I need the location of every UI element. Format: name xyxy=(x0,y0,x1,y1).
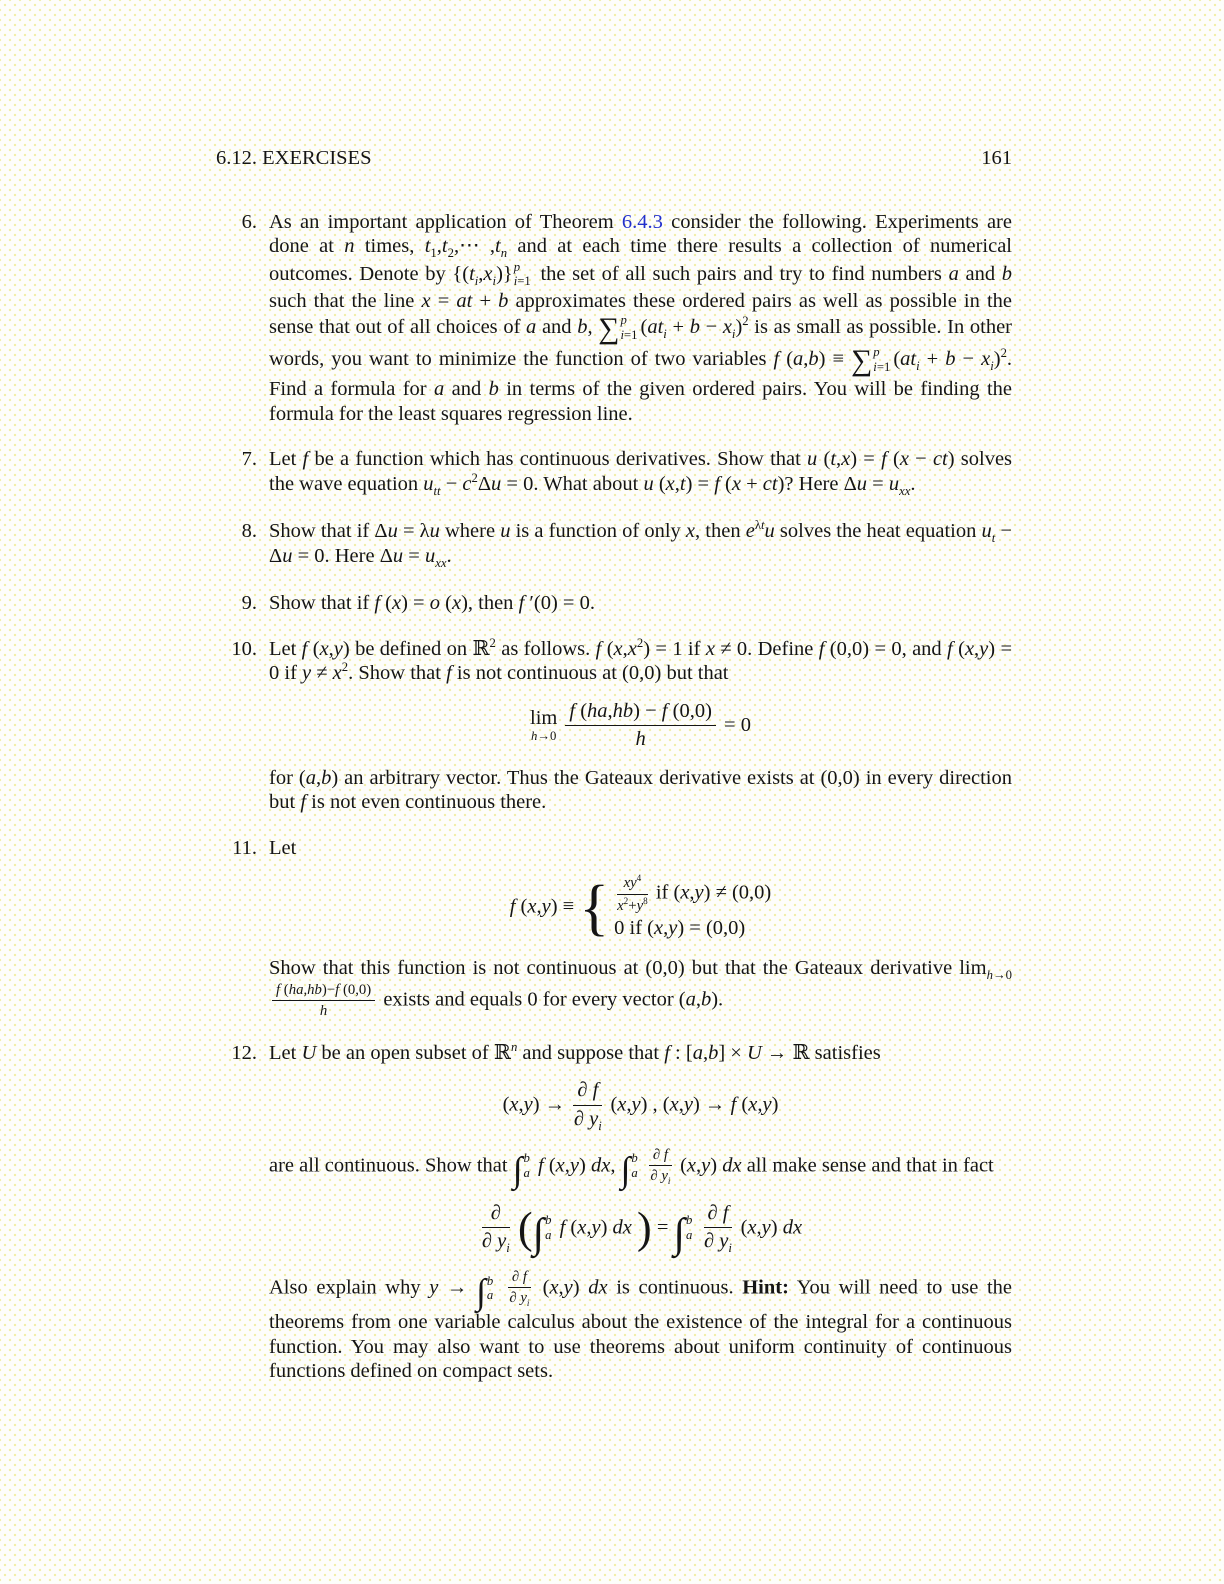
math-fragment: ∂ f xyxy=(704,1202,733,1229)
math-fragment: ) xyxy=(637,1203,652,1253)
math-fragment: f xyxy=(522,1269,527,1286)
math-fragment: i xyxy=(663,327,667,342)
math-fragment: h→0 xyxy=(530,729,557,744)
exercise-paragraph: Show that this function is not continuous at (0,0) but that the Gateaux derivative $\lim_{h\to 0}$ $\frac{f (ha,hb)-f (0,0)}{h}$ exists and equals 0 for every vector (a,b). xyxy=(269,957,1012,1020)
math-fragment: t xyxy=(441,235,448,257)
exercise-item-6 xyxy=(216,210,1012,427)
math-fragment: b xyxy=(321,766,332,789)
math-fragment: x xyxy=(731,472,741,495)
math-fragment: x xyxy=(617,897,624,914)
math-fragment: 8 xyxy=(643,895,648,906)
math-fragment: a xyxy=(793,348,804,371)
math-fragment: ∑ xyxy=(851,345,873,378)
math-fragment: u xyxy=(643,472,654,495)
math-fragment: x xyxy=(680,881,690,904)
math-fragment: x xyxy=(685,519,696,542)
math-fragment: f xyxy=(335,982,340,999)
math-fragment: 2 xyxy=(1000,346,1007,361)
math-fragment: ∂ f xyxy=(508,1269,531,1288)
exercise-number: 6. xyxy=(241,210,257,233)
math-fragment: $u_{xx}$ xyxy=(424,545,447,571)
math-fragment: ∫ xyxy=(673,1210,686,1257)
math-fragment: 2 xyxy=(636,635,644,650)
math-fragment: ∑ xyxy=(598,313,620,346)
exercise-content xyxy=(269,1041,1012,1384)
math-fragment: f xyxy=(509,896,516,919)
math-fragment: t xyxy=(424,235,431,257)
math-fragment: n xyxy=(500,246,508,261)
math-fragment: xy xyxy=(623,875,637,892)
math-fragment: ct xyxy=(932,448,948,471)
display-equation: f (x,y) ≡ { $\frac{xy^4}{x^2+y^8}$ if (x,y) ≠ (0,0) 0 if (x,y) = (0,0) xyxy=(509,873,772,943)
math-fragment: a xyxy=(685,988,696,1011)
page-header xyxy=(216,146,1012,171)
math-fragment: b xyxy=(577,316,588,339)
math-fragment: y xyxy=(333,637,343,660)
math-fragment xyxy=(620,313,637,328)
math-fragment: y xyxy=(591,1216,601,1239)
math-fragment: f xyxy=(300,791,307,814)
section-title: 6.12. EXERCISES xyxy=(216,147,372,169)
math-fragment xyxy=(508,1269,531,1308)
math-fragment: hb xyxy=(612,699,634,722)
math-fragment: h→0 xyxy=(986,968,1012,983)
math-fragment: $at_i$ xyxy=(900,348,920,374)
math-fragment: b xyxy=(523,1151,530,1165)
math-fragment: h xyxy=(986,968,993,983)
math-fragment xyxy=(686,1228,692,1243)
math-fragment: o xyxy=(429,592,440,615)
math-fragment: x xyxy=(748,1093,758,1116)
math-fragment: y xyxy=(636,897,644,914)
math-fragment: b xyxy=(945,348,956,371)
math-fragment: u xyxy=(429,519,440,542)
exercise-content xyxy=(269,519,1012,571)
math-fragment: y xyxy=(569,1153,579,1176)
math-fragment xyxy=(631,1151,637,1180)
math-fragment: $x_i$ xyxy=(722,316,736,342)
math-fragment: xx xyxy=(899,483,911,498)
math-fragment: f xyxy=(559,1216,566,1239)
math-fragment: f xyxy=(722,1201,729,1224)
math-fragment xyxy=(487,1274,493,1303)
math-fragment xyxy=(545,1213,551,1228)
math-fragment: y xyxy=(429,1276,439,1299)
math-fragment: a xyxy=(545,1227,552,1242)
math-fragment: $u_{tt}$ xyxy=(423,472,441,498)
math-fragment: x xyxy=(899,448,909,471)
math-fragment: f xyxy=(595,637,602,660)
math-fragment: i xyxy=(990,359,994,374)
math-fragment: e xyxy=(745,519,755,542)
math-fragment: b xyxy=(708,1041,719,1064)
exercise-content xyxy=(269,591,1012,616)
math-fragment: y xyxy=(762,1093,772,1116)
math-fragment xyxy=(524,1151,530,1166)
math-fragment: ∂ $y_i$ xyxy=(573,1107,602,1133)
math-fragment: x xyxy=(509,1093,519,1116)
math-fragment: lim xyxy=(530,706,558,729)
math-fragment: 2 xyxy=(489,635,496,650)
math-fragment: y xyxy=(523,1093,533,1116)
math-fragment: x xyxy=(451,592,462,615)
math-fragment: $y_i$ xyxy=(719,1230,732,1256)
math-fragment: ∂ $y_i$ xyxy=(650,1167,671,1186)
math-fragment: u xyxy=(282,545,293,568)
display-equation: (x,y) → $\frac{\partial f}{\partial y_i}$ (x,y) , (x,y) → f (x,y) xyxy=(502,1079,779,1133)
math-fragment: a xyxy=(948,262,959,285)
math-fragment: x xyxy=(319,637,329,660)
exercise-item-11 xyxy=(216,836,1012,1020)
math-fragment: f xyxy=(818,637,825,660)
math-fragment: i xyxy=(526,1298,530,1309)
math-fragment: b xyxy=(808,348,819,371)
math-fragment: λt xyxy=(754,517,765,532)
math-fragment xyxy=(272,1001,375,1019)
math-fragment: x xyxy=(686,1153,697,1176)
exercise-content xyxy=(269,637,1012,815)
math-fragment: n xyxy=(344,235,355,257)
math-fragment: b xyxy=(498,289,509,312)
math-fragment: f xyxy=(663,1146,668,1163)
math-fragment xyxy=(573,1079,602,1132)
math-fragment: $u_{xx}$ xyxy=(888,472,911,498)
math-fragment xyxy=(565,726,716,752)
math-fragment: f xyxy=(947,637,953,660)
math-fragment: f xyxy=(302,448,309,471)
theorem-ref-link[interactable]: 6.4.3 xyxy=(621,210,663,233)
math-fragment: f (ha,hb) − f (0,0) xyxy=(565,700,716,727)
math-fragment: y xyxy=(694,881,704,904)
math-fragment: ∂ f xyxy=(649,1147,672,1166)
math-fragment: U xyxy=(301,1041,317,1064)
math-fragment: y xyxy=(541,896,551,919)
math-fragment: f xyxy=(881,448,887,471)
math-fragment: dx xyxy=(588,1276,608,1299)
math-fragment: u xyxy=(856,472,868,495)
math-fragment: $y_i$ xyxy=(589,1107,602,1133)
exercise-paragraph: Let f (x,y) be defined on ℝ$^2$ as follows. f $(x,x^2) = 1$ if x ≠ 0. Define f (0,0) = 0, and f (x,y) = 0 if $y \ne x^2$. Show that f is not continuous at (0,0) but that xyxy=(269,635,1013,685)
math-fragment: dx xyxy=(590,1153,611,1176)
math-fragment: $x_i$ xyxy=(483,262,497,288)
math-fragment: x xyxy=(653,916,664,939)
math-fragment xyxy=(620,313,637,342)
math-fragment xyxy=(704,1202,733,1255)
exercise-paragraph: Let xyxy=(269,836,297,859)
math-fragment xyxy=(873,345,890,360)
math-fragment: $y_i$ xyxy=(497,1230,510,1256)
math-fragment: ∂ $y_i$ xyxy=(481,1230,510,1256)
math-fragment: u xyxy=(392,545,404,568)
math-fragment: f xyxy=(374,592,381,615)
math-fragment: Hint: xyxy=(742,1276,789,1299)
exercise-number: 12. xyxy=(231,1041,257,1064)
math-fragment: y xyxy=(979,637,989,660)
math-fragment: 2 xyxy=(623,895,629,906)
math-fragment: y xyxy=(701,1153,711,1176)
exercise-content xyxy=(269,836,1012,1020)
exercise-paragraph: As an important application of Theorem 6.4.3 consider the following. Experiments are done at n times, $t_1,t_2,\cdots$ $,t_n$ and at each time there results a collection of numerical outcomes. Denote by $\{(t_i,x_i)\}$ p i=1 the set of all such pairs and try to find numbers a and b such that the line x = at + b approximates these ordered pairs as well as possible in the sense that out of all choices of a and b, ∑ p i=1 $(at_i + b - x_i)^2$ is as small as possible. In other words, you want to minimize the function of two variables f (a,b) ≡ ∑ p i=1 $(at_i + b - x_i)^2$. Find a formula for a and b in terms of the given ordered pairs. You will be finding the formula for the least squares regression line. xyxy=(269,210,1013,425)
math-fragment: a xyxy=(433,378,445,401)
math-fragment: y xyxy=(683,1093,693,1116)
math-fragment: f (ha,hb)−f (0,0) xyxy=(272,982,375,1001)
math-fragment: ∂ f xyxy=(573,1079,602,1106)
math-fragment: x xyxy=(669,1093,679,1116)
math-fragment xyxy=(524,1151,530,1180)
math-fragment: ∫ xyxy=(512,1148,523,1189)
math-fragment: y xyxy=(631,1093,641,1116)
math-fragment xyxy=(545,1213,551,1242)
math-fragment: i xyxy=(873,360,877,375)
math-fragment: x xyxy=(665,472,675,495)
math-fragment: i xyxy=(598,1118,602,1133)
math-fragment: f xyxy=(661,699,668,722)
math-fragment: $at_i$ xyxy=(647,316,667,342)
math-fragment: i=1 xyxy=(873,360,891,375)
math-fragment: h xyxy=(635,728,646,751)
math-fragment: f xyxy=(773,348,780,371)
exercise-item-8 xyxy=(216,519,1012,571)
math-fragment: y xyxy=(668,916,678,939)
exercise-item-12 xyxy=(216,1041,1012,1384)
math-fragment: i xyxy=(728,1241,732,1256)
math-fragment: $\frac{xy^4}{x^2+y^8}$ if (x,y) ≠ (0,0) xyxy=(617,873,772,914)
math-fragment: 1 xyxy=(430,246,437,261)
math-fragment: y xyxy=(302,662,312,685)
exercise-number: 9. xyxy=(241,592,257,615)
math-fragment: u xyxy=(387,519,398,542)
exercise-number: 8. xyxy=(241,519,257,542)
math-fragment: x xyxy=(577,1216,587,1239)
math-fragment: U xyxy=(746,1041,762,1064)
exercise-content xyxy=(269,447,1012,497)
exercise-item-7 xyxy=(216,447,1012,497)
math-fragment: n xyxy=(510,1039,518,1054)
math-fragment: x xyxy=(421,289,431,312)
math-fragment: t xyxy=(679,472,686,495)
math-fragment: u xyxy=(491,472,502,495)
math-fragment xyxy=(686,1213,692,1242)
math-fragment: ∂ $y_i$ xyxy=(509,1290,530,1309)
math-fragment: y xyxy=(563,1276,573,1299)
math-fragment xyxy=(514,260,531,289)
math-fragment: ha xyxy=(288,982,304,999)
math-fragment: b xyxy=(488,378,499,401)
display-equation: lim h→0 $\frac{f (ha,hb) - f (0,0)}{h}$ = 0 xyxy=(530,699,751,751)
exercise-paragraph: Let U be an open subset of ℝ$^n$ and suppose that f : [a,b] × U → ℝ satisfies xyxy=(269,1039,881,1064)
math-fragment xyxy=(530,708,557,744)
exercise-paragraph: for (a,b) an arbitrary vector. Thus the Gateaux derivative exists at (0,0) in every direction but f is not even continuous there. xyxy=(269,766,1012,814)
math-fragment: i xyxy=(620,328,624,343)
math-fragment: a xyxy=(686,1227,693,1242)
exercise-number: 11. xyxy=(232,836,257,859)
exercise-item-9 xyxy=(216,591,1012,616)
math-fragment: a xyxy=(486,1288,494,1303)
math-fragment: a xyxy=(526,316,537,339)
math-fragment: at xyxy=(456,289,473,312)
math-fragment: f xyxy=(518,592,525,615)
math-fragment: f xyxy=(276,982,281,999)
math-fragment: b xyxy=(1001,262,1012,285)
math-fragment xyxy=(631,1151,637,1166)
math-fragment: x xyxy=(332,662,342,685)
math-fragment xyxy=(487,1288,493,1303)
exercise-number: 7. xyxy=(241,448,257,471)
math-fragment: 0 if (x,y) = (0,0) xyxy=(614,916,746,939)
math-fragment: f xyxy=(446,662,452,685)
math-fragment: x xyxy=(964,637,975,660)
math-fragment: h xyxy=(530,729,538,744)
math-fragment: a xyxy=(305,766,316,789)
math-fragment: { xyxy=(579,874,610,943)
exercise-list xyxy=(216,210,1012,1384)
math-fragment: ct xyxy=(762,472,778,495)
math-fragment xyxy=(524,1166,530,1181)
math-fragment: b xyxy=(689,316,700,339)
math-fragment: x xyxy=(841,448,851,471)
math-fragment: $x_i$ xyxy=(981,348,994,374)
math-fragment: 2 xyxy=(447,246,454,261)
math-fragment: ∂ xyxy=(482,1202,510,1229)
math-fragment: hb xyxy=(307,982,322,999)
math-fragment: x xyxy=(705,637,715,660)
math-fragment: b xyxy=(631,1151,638,1165)
math-fragment: x xyxy=(747,1216,757,1239)
math-fragment: b xyxy=(486,1273,494,1288)
math-fragment: b xyxy=(686,1213,693,1228)
math-fragment: xx xyxy=(435,556,447,571)
page-number: 161 xyxy=(981,147,1012,169)
math-fragment: i xyxy=(474,273,479,288)
math-fragment: p xyxy=(620,313,627,328)
display-equation: $\frac{\partial}{\partial y_i}$ (∫ b a f (x,y) dx ) = ∫ b a $\frac{\partial f}{\partial y_i}$ (x,y) dx xyxy=(481,1201,803,1257)
math-fragment: u xyxy=(500,519,511,542)
exercise-paragraph: Show that if Δu = λu where u is a function of only x, then $e^{\lambda t}u$ solves the heat equation $u_t - \Delta u = 0$. Here $\Delta u = u_{xx}$. xyxy=(269,517,1012,571)
math-fragment xyxy=(617,874,648,894)
math-fragment xyxy=(614,874,771,942)
math-fragment: b xyxy=(700,988,712,1011)
math-fragment: ∫ xyxy=(532,1210,545,1257)
math-fragment: a xyxy=(631,1165,638,1180)
math-fragment: f xyxy=(714,472,720,495)
math-fragment: i xyxy=(513,274,518,289)
math-fragment: f xyxy=(301,637,308,660)
math-fragment: x xyxy=(627,637,637,660)
math-fragment: tt xyxy=(433,483,441,498)
math-fragment xyxy=(272,982,375,1019)
exercise-content xyxy=(269,210,1012,427)
math-fragment: $t_i$ xyxy=(469,262,479,288)
math-fragment: t xyxy=(991,530,996,545)
math-fragment: f xyxy=(592,1079,599,1102)
exercise-item-10 xyxy=(216,637,1012,815)
math-fragment xyxy=(565,700,716,752)
exercise-paragraph: Also explain why y → ∫ b a $\frac{\partial f}{\partial y_i}$ (x,y) dx is continuous. Hint: You will need to use the theorems from one variable calculus about the existence of the integral for a continuous function. You may also want to use theorems about uniform continuity of continuous functions defined on compact sets. xyxy=(269,1269,1013,1383)
math-fragment: 2 xyxy=(341,660,349,675)
math-fragment: y xyxy=(761,1216,771,1239)
math-fragment: c xyxy=(462,472,472,495)
math-fragment: i=1 xyxy=(620,328,638,343)
math-fragment: 4 xyxy=(636,873,642,884)
math-fragment xyxy=(514,260,531,275)
math-fragment: h xyxy=(319,1003,328,1020)
math-fragment: p xyxy=(873,345,880,360)
math-fragment: dx xyxy=(782,1216,803,1239)
math-fragment: x xyxy=(392,592,402,615)
math-fragment: i xyxy=(731,327,736,342)
math-fragment: x xyxy=(549,1276,559,1299)
math-fragment: a xyxy=(692,1041,703,1064)
math-fragment: x xyxy=(555,1153,565,1176)
math-fragment: ∫ xyxy=(476,1271,486,1312)
exercise-paragraph: are all continuous. Show that ∫ b a f (x,y) dx, ∫ b a $\frac{\partial f}{\partial y_i}$ (x,y) dx all make sense and that in fact xyxy=(269,1146,994,1189)
math-fragment: 2 xyxy=(742,314,749,329)
exercise-number: 10. xyxy=(231,637,257,660)
math-fragment: u xyxy=(764,519,775,542)
math-fragment: f xyxy=(538,1153,544,1176)
math-fragment xyxy=(631,1166,637,1181)
math-fragment: $t_n$ xyxy=(495,235,508,261)
math-fragment: b xyxy=(545,1213,552,1228)
math-fragment: 2 xyxy=(471,471,478,486)
math-fragment: dx xyxy=(722,1153,742,1176)
math-fragment: i xyxy=(492,273,497,288)
math-fragment: x xyxy=(613,637,623,660)
math-fragment: $x^2+y^8$ xyxy=(617,895,648,914)
math-fragment: i=1 xyxy=(513,274,531,289)
math-fragment: ∫ xyxy=(620,1148,631,1189)
math-fragment xyxy=(617,874,648,913)
math-fragment xyxy=(873,345,890,374)
math-fragment: a xyxy=(523,1165,530,1180)
math-fragment: i xyxy=(667,1175,671,1186)
math-fragment: $y_i$ xyxy=(520,1290,530,1309)
math-fragment: u xyxy=(807,448,818,471)
math-fragment: i xyxy=(916,359,920,374)
math-fragment xyxy=(545,1228,551,1243)
exercise-paragraph: Let f be a function which has continuous derivatives. Show that u (t,x) = f (x − ct) solves the wave equation $u_{tt} - c^2\Delta u = 0$. What about u (x,t) = f (x + ct)? Here $\Delta u = u_{xx}$. xyxy=(269,448,1013,498)
math-fragment: i xyxy=(506,1241,510,1256)
math-fragment: t xyxy=(830,448,837,471)
math-fragment xyxy=(649,1147,672,1186)
math-fragment: $u_t$ xyxy=(981,519,996,545)
math-fragment xyxy=(686,1213,692,1228)
math-fragment: f xyxy=(569,699,576,722)
math-fragment: t xyxy=(761,517,765,532)
math-fragment: dx xyxy=(612,1216,632,1239)
math-fragment: f xyxy=(730,1093,737,1116)
math-fragment xyxy=(487,1274,493,1289)
math-fragment xyxy=(482,1202,510,1255)
math-fragment: f xyxy=(664,1041,670,1064)
exercise-paragraph: Show that if f (x) = o (x), then f ′(0) = 0. xyxy=(269,592,595,615)
math-fragment: ∂ $y_i$ xyxy=(704,1230,732,1256)
math-fragment xyxy=(511,1040,517,1054)
math-fragment: x xyxy=(617,1093,627,1116)
math-fragment: p xyxy=(513,259,521,274)
math-fragment: x xyxy=(527,896,537,919)
math-fragment: ( xyxy=(517,1203,533,1253)
math-fragment: ha xyxy=(587,699,608,722)
math-fragment: $y_i$ xyxy=(661,1167,671,1186)
